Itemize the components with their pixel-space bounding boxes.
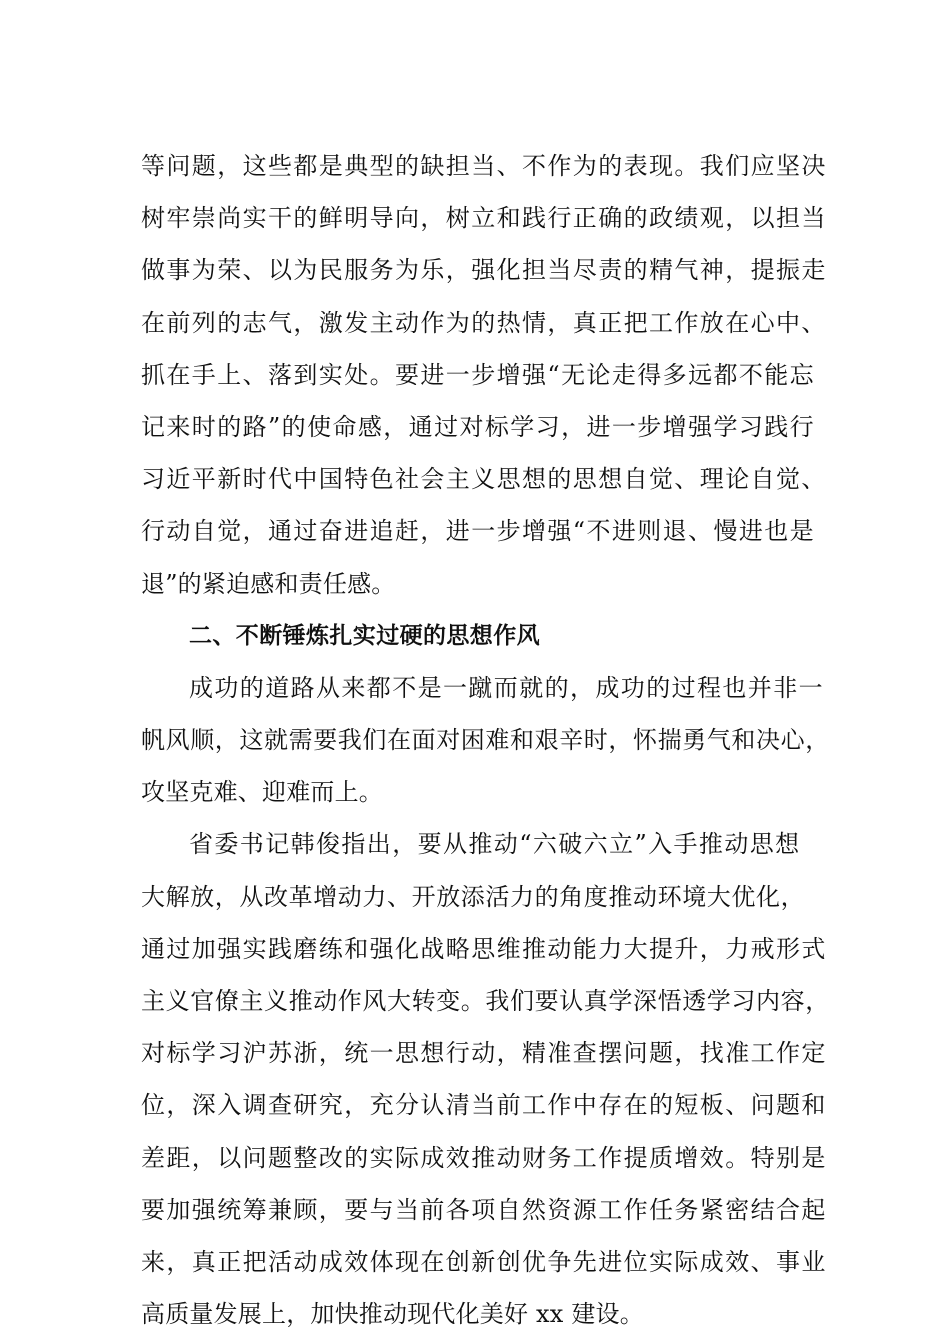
text-line: 对标学习沪苏浙，统一思想行动，精准查摆问题，找准工作定	[141, 1039, 827, 1068]
text-line: 攻坚克难、迎难而上。	[141, 778, 383, 807]
text-line: 差距，以问题整改的实际成效推动财务工作提质增效。特别是	[141, 1143, 827, 1172]
text-line: 抓在手上、落到实处。要进一步增强“无论走得多远都不能忘	[141, 360, 816, 389]
paragraph-1	[141, 140, 831, 610]
text-line: 记来时的路”的使命感，通过对标学习，进一步增强学习践行	[141, 412, 816, 441]
text-line: 省委书记韩俊指出，要从推动“六破六立”入手推动思想	[189, 830, 801, 859]
text-line: 成功的道路从来都不是一蹴而就的，成功的过程也并非一	[189, 673, 824, 702]
text-line: 要加强统筹兼顾，要与当前各项自然资源工作任务紧密结合起	[141, 1195, 827, 1224]
paragraph-3	[141, 818, 831, 1340]
text-line: 退”的紧迫感和责任感。	[141, 569, 396, 598]
document-body	[141, 140, 831, 1340]
text-line: 在前列的志气，激发主动作为的热情，真正把工作放在心中、	[141, 308, 827, 337]
text-line: 习近平新时代中国特色社会主义思想的思想自觉、理论自觉、	[141, 465, 827, 494]
text-line: 高质量发展上，加快推动现代化美好 xx 建设。	[141, 1300, 644, 1329]
text-line: 行动自觉，通过奋进追赶，进一步增强“不进则退、慢进也是	[141, 517, 816, 546]
text-line: 帆风顺，这就需要我们在面对困难和艰辛时，怀揣勇气和决心，	[141, 726, 830, 755]
section-heading: 二、不断锤炼扎实过硬的思想作风	[189, 622, 540, 649]
text-line: 树牢崇尚实干的鲜明导向，树立和践行正确的政绩观，以担当	[141, 204, 827, 233]
text-line: 做事为荣、以为民服务为乐，强化担当尽责的精气神，提振走	[141, 256, 827, 285]
text-line: 等问题，这些都是典型的缺担当、不作为的表现。我们应坚决	[141, 152, 827, 180]
text-line: 来，真正把活动成效体现在创新创优争先进位实际成效、事业	[141, 1247, 827, 1276]
paragraph-2	[141, 662, 831, 819]
text-line: 大解放，从改革增动力、开放添活力的角度推动环境大优化，	[141, 882, 806, 911]
text-line: 位，深入调查研究，充分认清当前工作中存在的短板、问题和	[141, 1091, 827, 1120]
text-line: 通过加强实践磨练和强化战略思维推动能力大提升，力戒形式	[141, 934, 827, 963]
text-line: 主义官僚主义推动作风大转变。我们要认真学深悟透学习内容，	[141, 987, 830, 1015]
